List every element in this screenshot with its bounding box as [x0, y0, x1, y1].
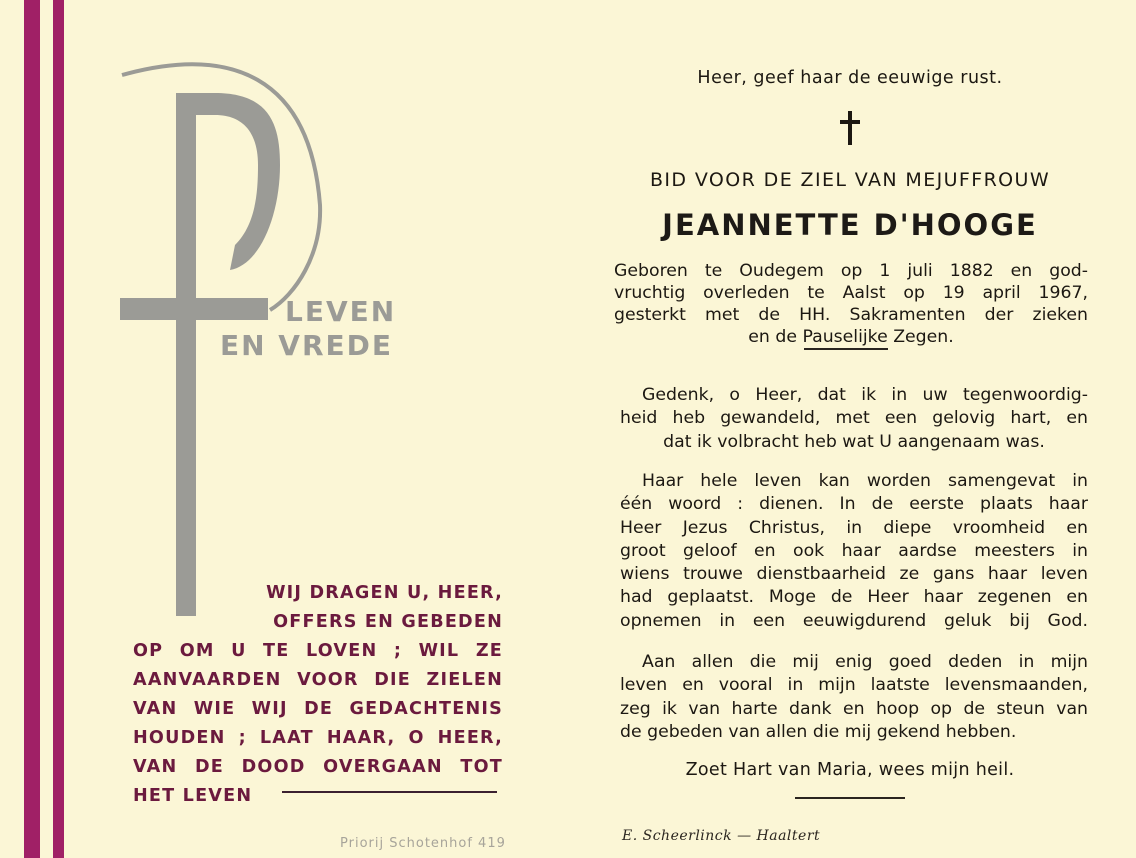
paragraph-line: de gebeden van allen die mij gekend hebben.: [620, 721, 1017, 742]
paragraph-line: had geplaatst. Moge de Heer haar zegenen en: [620, 587, 1088, 608]
life-dates: [614, 260, 1088, 348]
paragraph-line: Heer Jezus Christus, in diepe vroomheid en: [620, 517, 1088, 538]
paragraph-line: één woord : dienen. In de eerste plaats haar: [620, 494, 1088, 515]
paragraph-leven: [620, 470, 1088, 633]
life-dates-line: vruchtig overleden te Aalst op 19 april 1967,: [614, 283, 1088, 303]
prayer-line: HOUDEN ; LAAT HAAR, O HEER,: [133, 728, 503, 748]
paragraph-line: dat ik volbracht heb wat U aangenaam was.: [663, 431, 1045, 452]
paragraph-line: wiens trouwe dienstbaarheid ze gans haar leven: [620, 564, 1088, 585]
paragraph-line: heid heb gewandeld, met een gelovig hart, en: [620, 408, 1088, 429]
life-dates-line: en de Pauselijke Zegen.: [748, 327, 954, 347]
motto-en-vrede: EN VREDE: [220, 329, 394, 362]
prayer-end-rule: [282, 791, 497, 793]
prayer-line: HET LEVEN: [133, 786, 253, 806]
border-stripe-outer: [24, 0, 40, 858]
printer-imprint-right: E. Scheerlinck — Haaltert: [622, 828, 821, 844]
paragraph-line: opnemen in een eeuwigdurend geluk bij God.: [620, 610, 1088, 631]
divider-rule-top: [804, 348, 888, 350]
motto-leven: LEVEN: [285, 295, 397, 328]
latin-cross-icon: [838, 110, 862, 146]
paragraph-line: Gedenk, o Heer, dat ik in uw tegenwoordig-: [642, 385, 1088, 405]
cross-emblem: [110, 55, 440, 625]
rest-prayer: Heer, geef haar de eeuwige rust.: [697, 68, 1003, 88]
prayer-line: AANVAARDEN VOOR DIE ZIELEN: [133, 670, 503, 690]
printer-imprint-left: Priorij Schotenhof 419: [340, 836, 506, 851]
offertory-prayer: [133, 579, 503, 811]
deceased-name: JEANNETTE D'HOOGE: [662, 208, 1038, 242]
bid-line: BID VOOR DE ZIEL VAN MEJUFFROUW: [649, 169, 1051, 191]
paragraph-gedenk: [620, 384, 1088, 454]
prayer-line: WIJ DRAGEN U, HEER,: [266, 583, 503, 603]
life-dates-line: gesterkt met de HH. Sakramenten der zieken: [614, 305, 1088, 325]
prayer-line: VAN WIE WIJ DE GEDACHTENIS: [133, 699, 503, 719]
paragraph-line: Aan allen die mij enig goed deden in mijn: [642, 652, 1088, 672]
paragraph-line: leven en vooral in mijn laatste levensmaanden,: [620, 675, 1088, 696]
paragraph-dank: [620, 651, 1088, 744]
paragraph-line: groot geloof en ook haar aardse meesters in: [620, 540, 1088, 561]
paragraph-line: zeg ik van harte dank en hoop op de steun van: [620, 698, 1088, 719]
divider-rule-bottom: [795, 797, 905, 799]
prayer-line: VAN DE DOOD OVERGAAN TOT: [133, 757, 503, 777]
prayer-line: OP OM U TE LOVEN ; WIL ZE: [133, 641, 503, 661]
paragraph-line: Haar hele leven kan worden samengevat in: [642, 471, 1088, 491]
prayer-line: OFFERS EN GEBEDEN: [273, 612, 503, 632]
closing-invocation: Zoet Hart van Maria, wees mijn heil.: [685, 760, 1015, 780]
border-stripe-inner: [53, 0, 64, 858]
life-dates-line: Geboren te Oudegem op 1 juli 1882 en god-: [614, 261, 1088, 281]
